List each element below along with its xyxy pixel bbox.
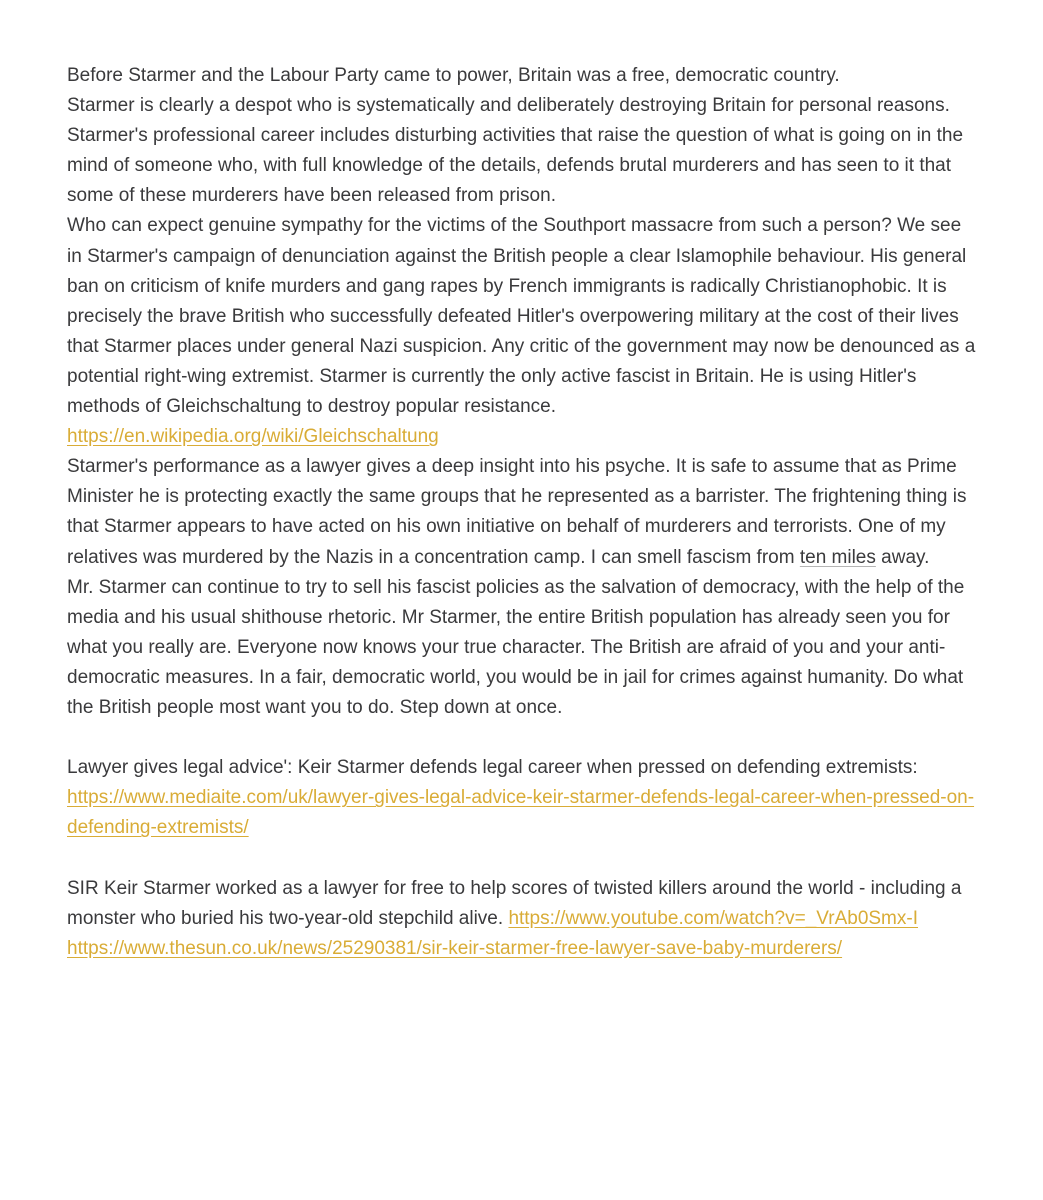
paragraph-despot: Starmer is clearly a despot who is systematically and deliberately destroying Britain for personal reasons. Starmer's professional career includes disturbing activities that raise the question of what is going on in the mind of someone who, with full knowledge of the details, defends brutal murderers and has seen to it that some of these murderers have been released from prison. [67,95,964,207]
spacer [67,843,979,873]
paragraph-step-down: Mr. Starmer can continue to try to sell his fascist policies as the salvation of democracy, with the help of the media and his usual shithouse rhetoric. Mr Starmer, the entire British population has already seen you for what you really are. Everyone now knows your true character. The British are afraid of you and your anti-democratic measures. In a fair, democratic world, you would be in jail for crimes against humanity. Do what the British people most want you to do. Step down at once. [67,576,965,718]
paragraph-lawyer-psyche-text: Starmer's performance as a lawyer gives a deep insight into his psyche. It is safe to assume that as Prime Minister he is protecting exactly the same groups that he represented as a barrister. The frightening thing is that Starmer appears to have acted on his own initiative on behalf of murderers and terrorists. One of my relatives was murdered by the Nazis in a concentration camp. I can smell fascism from [67,456,967,568]
paragraph-legal-advice-text: Lawyer gives legal advice': Keir Starmer defends legal career when pressed on defending extremists: [67,757,918,779]
spacer [67,723,979,753]
paragraph-sir-keir [67,874,979,964]
link-ten-miles[interactable]: ten miles [799,546,876,568]
link-youtube[interactable]: https://www.youtube.com/watch?v=_VrAb0Smx-I [508,907,918,929]
paragraph-sir-keir-text: SIR Keir Starmer worked as a lawyer for free to help scores of twisted killers around the world - including a monster who buried his two-year-old stepchild alive. [67,877,962,929]
link-thesun[interactable]: https://www.thesun.co.uk/news/25290381/sir-keir-starmer-free-lawyer-save-baby-murderers/ [67,937,843,959]
paragraph-intro: Before Starmer and the Labour Party came to power, Britain was a free, democratic country. [67,65,840,86]
note-body [67,61,979,964]
paragraph-southport-text: Who can expect genuine sympathy for the victims of the Southport massacre from such a person? We see in Starmer's campaign of denunciation against the British people a clear Islamophile behaviour. His general ban on criticism of knife murders and gang rapes by French immigrants is radically Christianophobic. It is precisely the brave British who successfully defeated Hitler's overpowering military at the cost of their lives that Starmer places under general Nazi suspicion. Any critic of the government may now be denounced as a potential right-wing extremist. Starmer is currently the only active fascist in Britain. He is using Hitler's methods of Gleichschaltung to destroy popular resistance. [67,215,976,418]
link-gleichschaltung[interactable]: https://en.wikipedia.org/wiki/Gleichschaltung [67,426,439,448]
paragraph-legal-advice [67,753,979,843]
paragraph-southport [67,211,979,452]
paragraph-lawyer-psyche-end: away. [875,546,930,568]
link-mediaite[interactable]: https://www.mediaite.com/uk/lawyer-gives-legal-advice-keir-starmer-defends-legal-career-when-pressed-on-defending-extremists/ [67,787,975,839]
paragraph-lawyer-psyche [67,452,979,572]
